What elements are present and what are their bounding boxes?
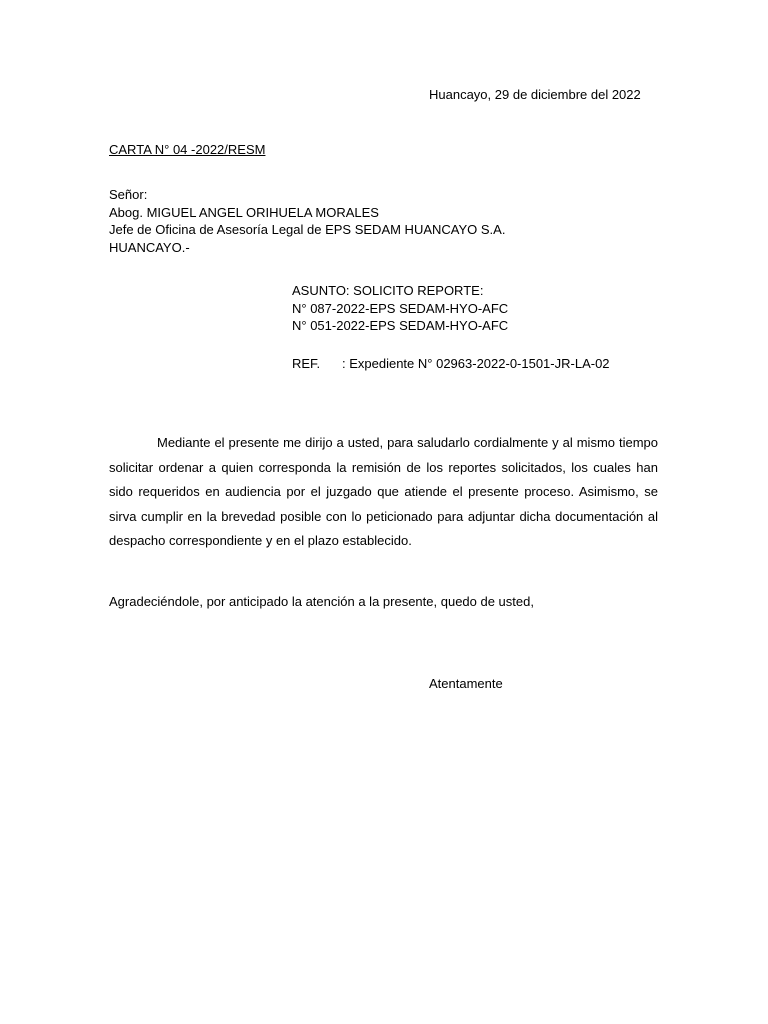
subject-report-number: N° 087-2022-EPS SEDAM-HYO-AFC [292, 300, 509, 316]
recipient-name: Abog. MIGUEL ANGEL ORIHUELA MORALES [109, 204, 379, 220]
place-date: Huancayo, 29 de diciembre del 2022 [429, 87, 641, 102]
recipient-city: HUANCAYO.- [109, 239, 190, 255]
closing-line: Agradeciéndole, por anticipado la atención a la presente, quedo de usted, [109, 594, 534, 609]
reference-label: REF. [292, 356, 321, 371]
subject-block [292, 282, 508, 335]
recipient-position: Jefe de Oficina de Asesoría Legal de EPS SEDAM HUANCAYO S.A. [109, 222, 506, 237]
recipient-salutation: Señor: [109, 187, 148, 202]
subject-report-number: N° 051-2022-EPS SEDAM-HYO-AFC [292, 318, 509, 333]
letter-number: CARTA N° 04 -2022/RESM [109, 142, 266, 157]
signoff: Atentamente [429, 676, 503, 691]
recipient-block [109, 186, 505, 256]
reference-line [292, 355, 610, 373]
body-paragraph: Mediante el presente me dirijo a usted, para saludarlo cordialmente y al mismo tiempo solicitar ordenar a quien corresponda la remisión de los reportes solicitados, los cuales han sido requeridos en audiencia por el juzgado que atiende el presente proceso. Asimismo, se sirva cumplir en la brevedad posible con lo peticionado para adjuntar dicha documentación al despacho correspondiente y en el plazo establecido. [109, 435, 658, 548]
reference-value: : Expediente N° 02963-2022-0-1501-JR-LA-02 [342, 356, 610, 371]
subject-line: ASUNTO: SOLICITO REPORTE: [292, 283, 484, 298]
